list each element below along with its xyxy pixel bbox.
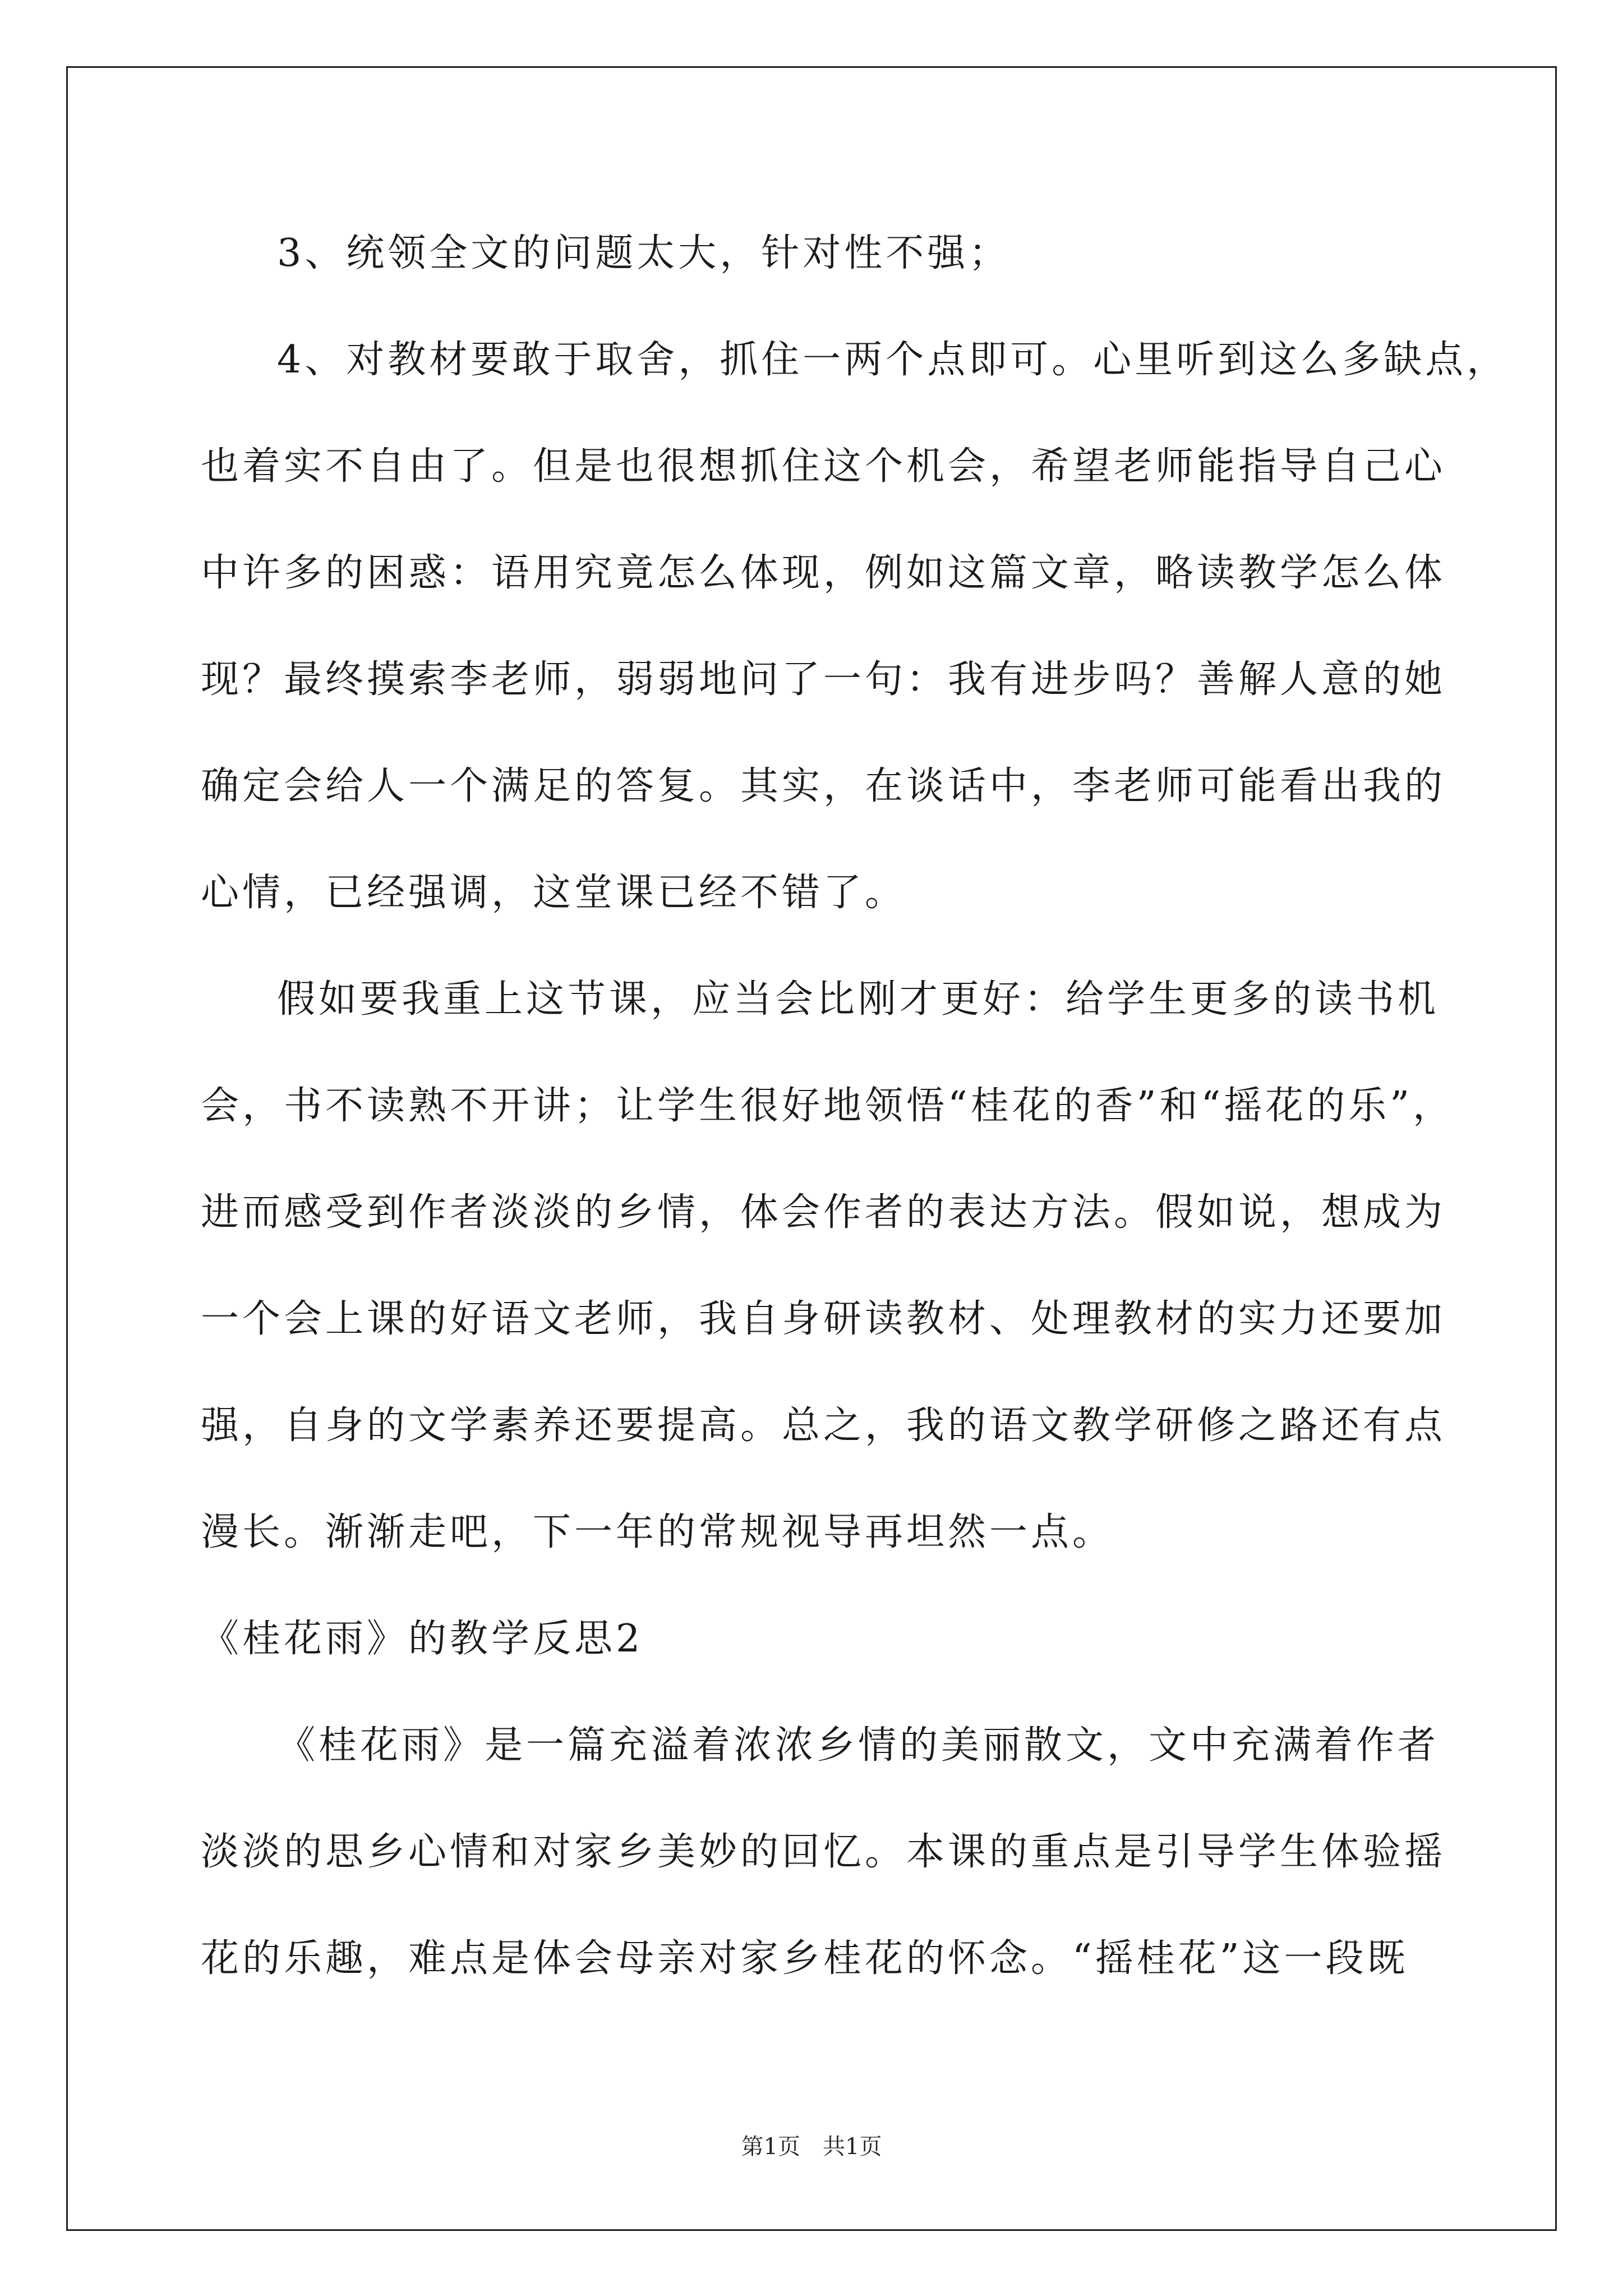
section-heading: 《桂花雨》的教学反思2 [201,1617,644,1661]
text-line: 一个会上课的好语文老师，我自身研读教材、处理教材的实力还要加 [201,1297,1446,1341]
text-line: 确定会给人一个满足的答复。其实，在谈话中，李老师可能看出我的 [201,764,1446,808]
text-line: 也着实不自由了。但是也很想抓住这个机会，希望老师能指导自己心 [201,444,1446,489]
page-number-footer: 第1页 共1页 [741,2134,882,2160]
text-line: 漫长。渐渐走吧，下一年的常规视导再坦然一点。 [201,1510,1114,1554]
text-line: 进而感受到作者淡淡的乡情，体会作者的表达方法。假如说，想成为 [201,1190,1446,1235]
text-line: 淡淡的思乡心情和对家乡美妙的回忆。本课的重点是引导学生体验摇 [201,1830,1446,1874]
text-line: 会，书不读熟不开讲；让学生很好地领悟“桂花的香”和“摇花的乐”， [201,1084,1455,1128]
text-line: 中许多的困惑：语用究竟怎么体现，例如这篇文章，略读教学怎么体 [201,551,1446,595]
text-line: 假如要我重上这节课，应当会比刚才更好：给学生更多的读书机 [277,977,1440,1022]
text-line: 4、对教材要敢于取舍，抓住一两个点即可。心里听到这么多缺点， [277,338,1509,382]
text-line: 心情，已经强调，这堂课已经不错了。 [201,871,907,915]
page-frame [66,66,1557,2231]
text-line: 花的乐趣，难点是体会母亲对家乡桂花的怀念。“摇桂花”这一段既 [201,1936,1409,1981]
text-line: 3、统领全文的问题太大，针对性不强； [277,231,1011,275]
text-line: 现？最终摸索李老师，弱弱地问了一句：我有进步吗？善解人意的她 [201,657,1446,702]
text-line: 强，自身的文学素养还要提高。总之，我的语文教学研修之路还有点 [201,1404,1446,1448]
text-line: 《桂花雨》是一篇充溢着浓浓乡情的美丽散文，文中充满着作者 [277,1723,1440,1768]
